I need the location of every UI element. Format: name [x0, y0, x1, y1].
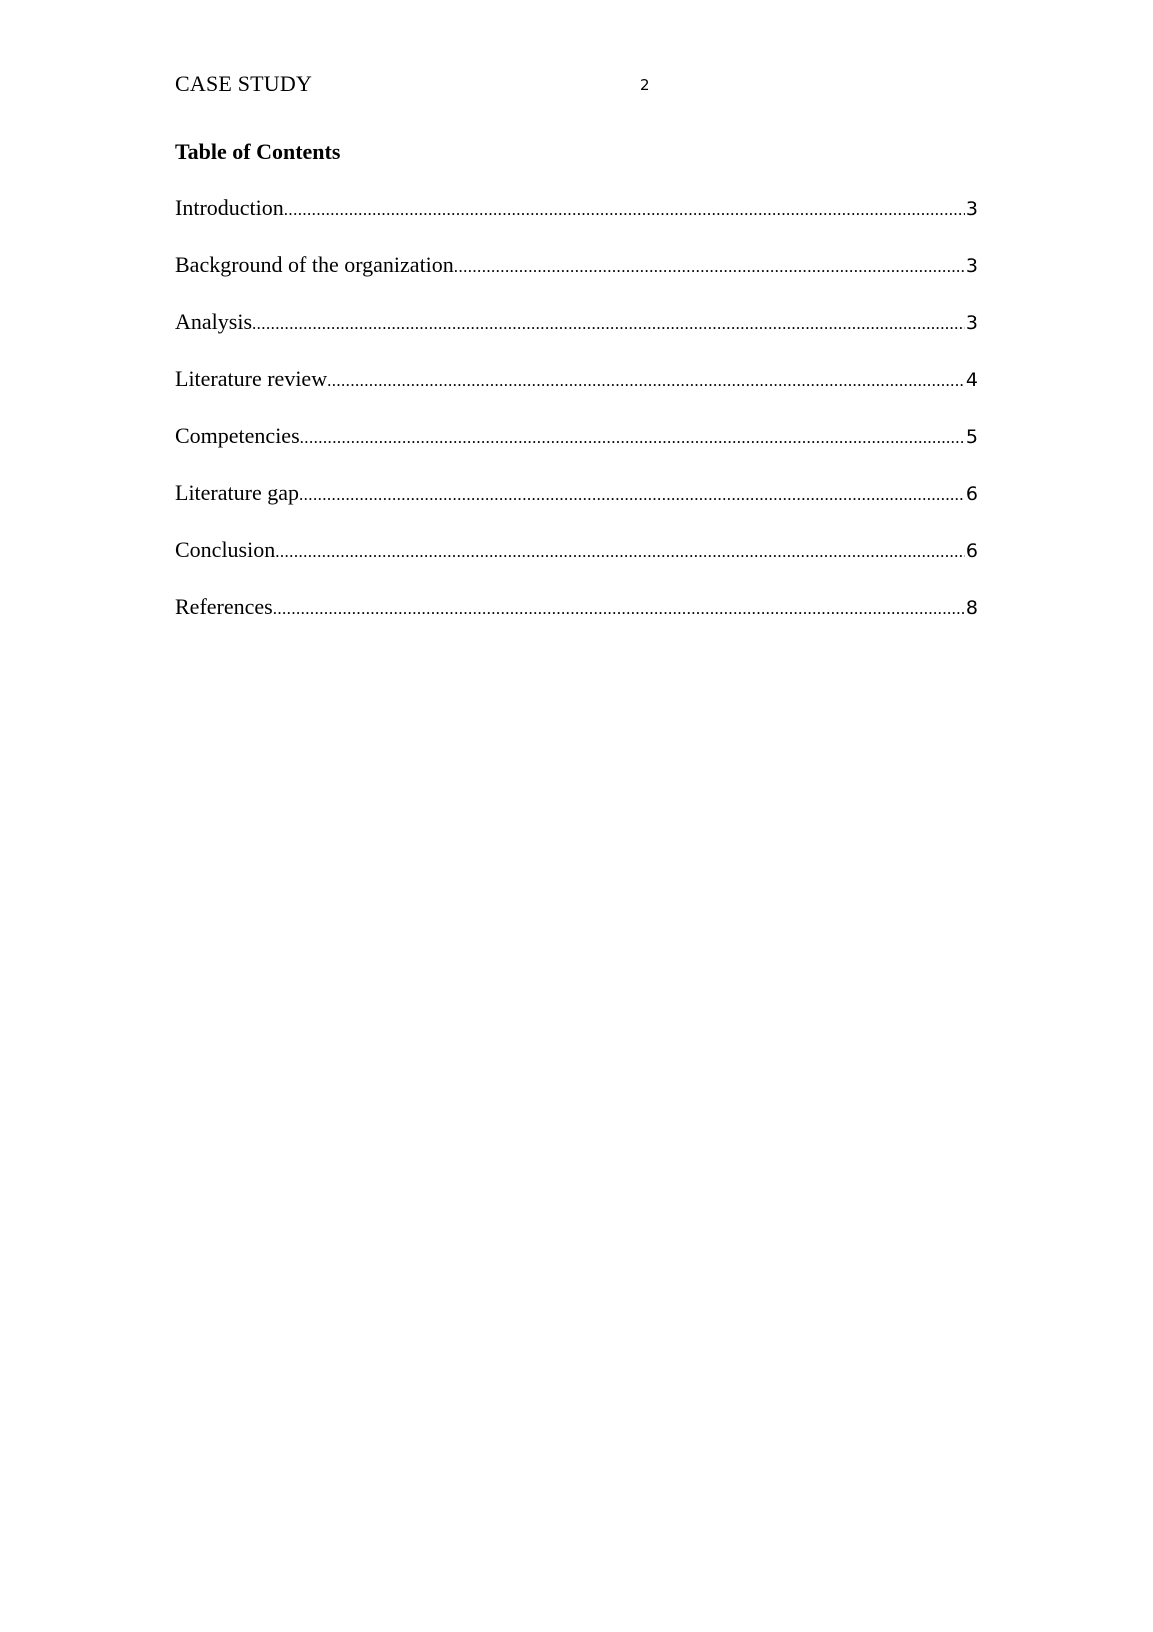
- toc-entry-title: Introduction: [175, 195, 284, 220]
- running-head: CASE STUDY: [175, 71, 313, 96]
- toc-entry-analysis[interactable]: [175, 308, 978, 365]
- toc-entry-page: 3: [965, 255, 978, 277]
- toc-dot-leader: [273, 595, 965, 623]
- toc-dot-leader: [299, 481, 965, 509]
- toc-entry-introduction[interactable]: [175, 194, 978, 251]
- toc-dot-leader: [454, 253, 965, 281]
- toc-list: [175, 194, 978, 650]
- toc-dot-leader: [252, 310, 965, 338]
- toc-entry-title: Conclusion: [175, 537, 276, 562]
- toc-entry-background[interactable]: [175, 251, 978, 308]
- toc-entry-page: 3: [965, 198, 978, 220]
- toc-entry-competencies[interactable]: [175, 422, 978, 479]
- toc-entry-title: Literature gap: [175, 480, 299, 505]
- toc-entry-title: Background of the organization: [175, 252, 454, 277]
- toc-entry-page: 3: [965, 312, 978, 334]
- toc-entry-page: 8: [965, 597, 978, 619]
- toc-dot-leader: [275, 538, 965, 566]
- toc-entry-title: Competencies: [175, 423, 300, 448]
- toc-entry-literature-review[interactable]: [175, 365, 978, 422]
- page-header: [175, 68, 978, 102]
- toc-entry-page: 6: [965, 540, 978, 562]
- toc-entry-conclusion[interactable]: [175, 536, 978, 593]
- toc-dot-leader: [300, 424, 965, 452]
- toc-entry-page: 4: [965, 369, 978, 391]
- toc-entry-title: References: [175, 594, 273, 619]
- toc-entry-page: 6: [965, 483, 978, 505]
- toc-entry-literature-gap[interactable]: [175, 479, 978, 536]
- toc-heading: Table of Contents: [175, 139, 341, 164]
- page-number: 2: [640, 76, 650, 94]
- toc-entry-references[interactable]: [175, 593, 978, 650]
- toc-dot-leader: [327, 367, 965, 395]
- toc-entry-page: 5: [965, 426, 978, 448]
- toc-entry-title: Literature review: [175, 366, 328, 391]
- toc-entry-title: Analysis: [175, 309, 252, 334]
- toc-dot-leader: [284, 196, 965, 224]
